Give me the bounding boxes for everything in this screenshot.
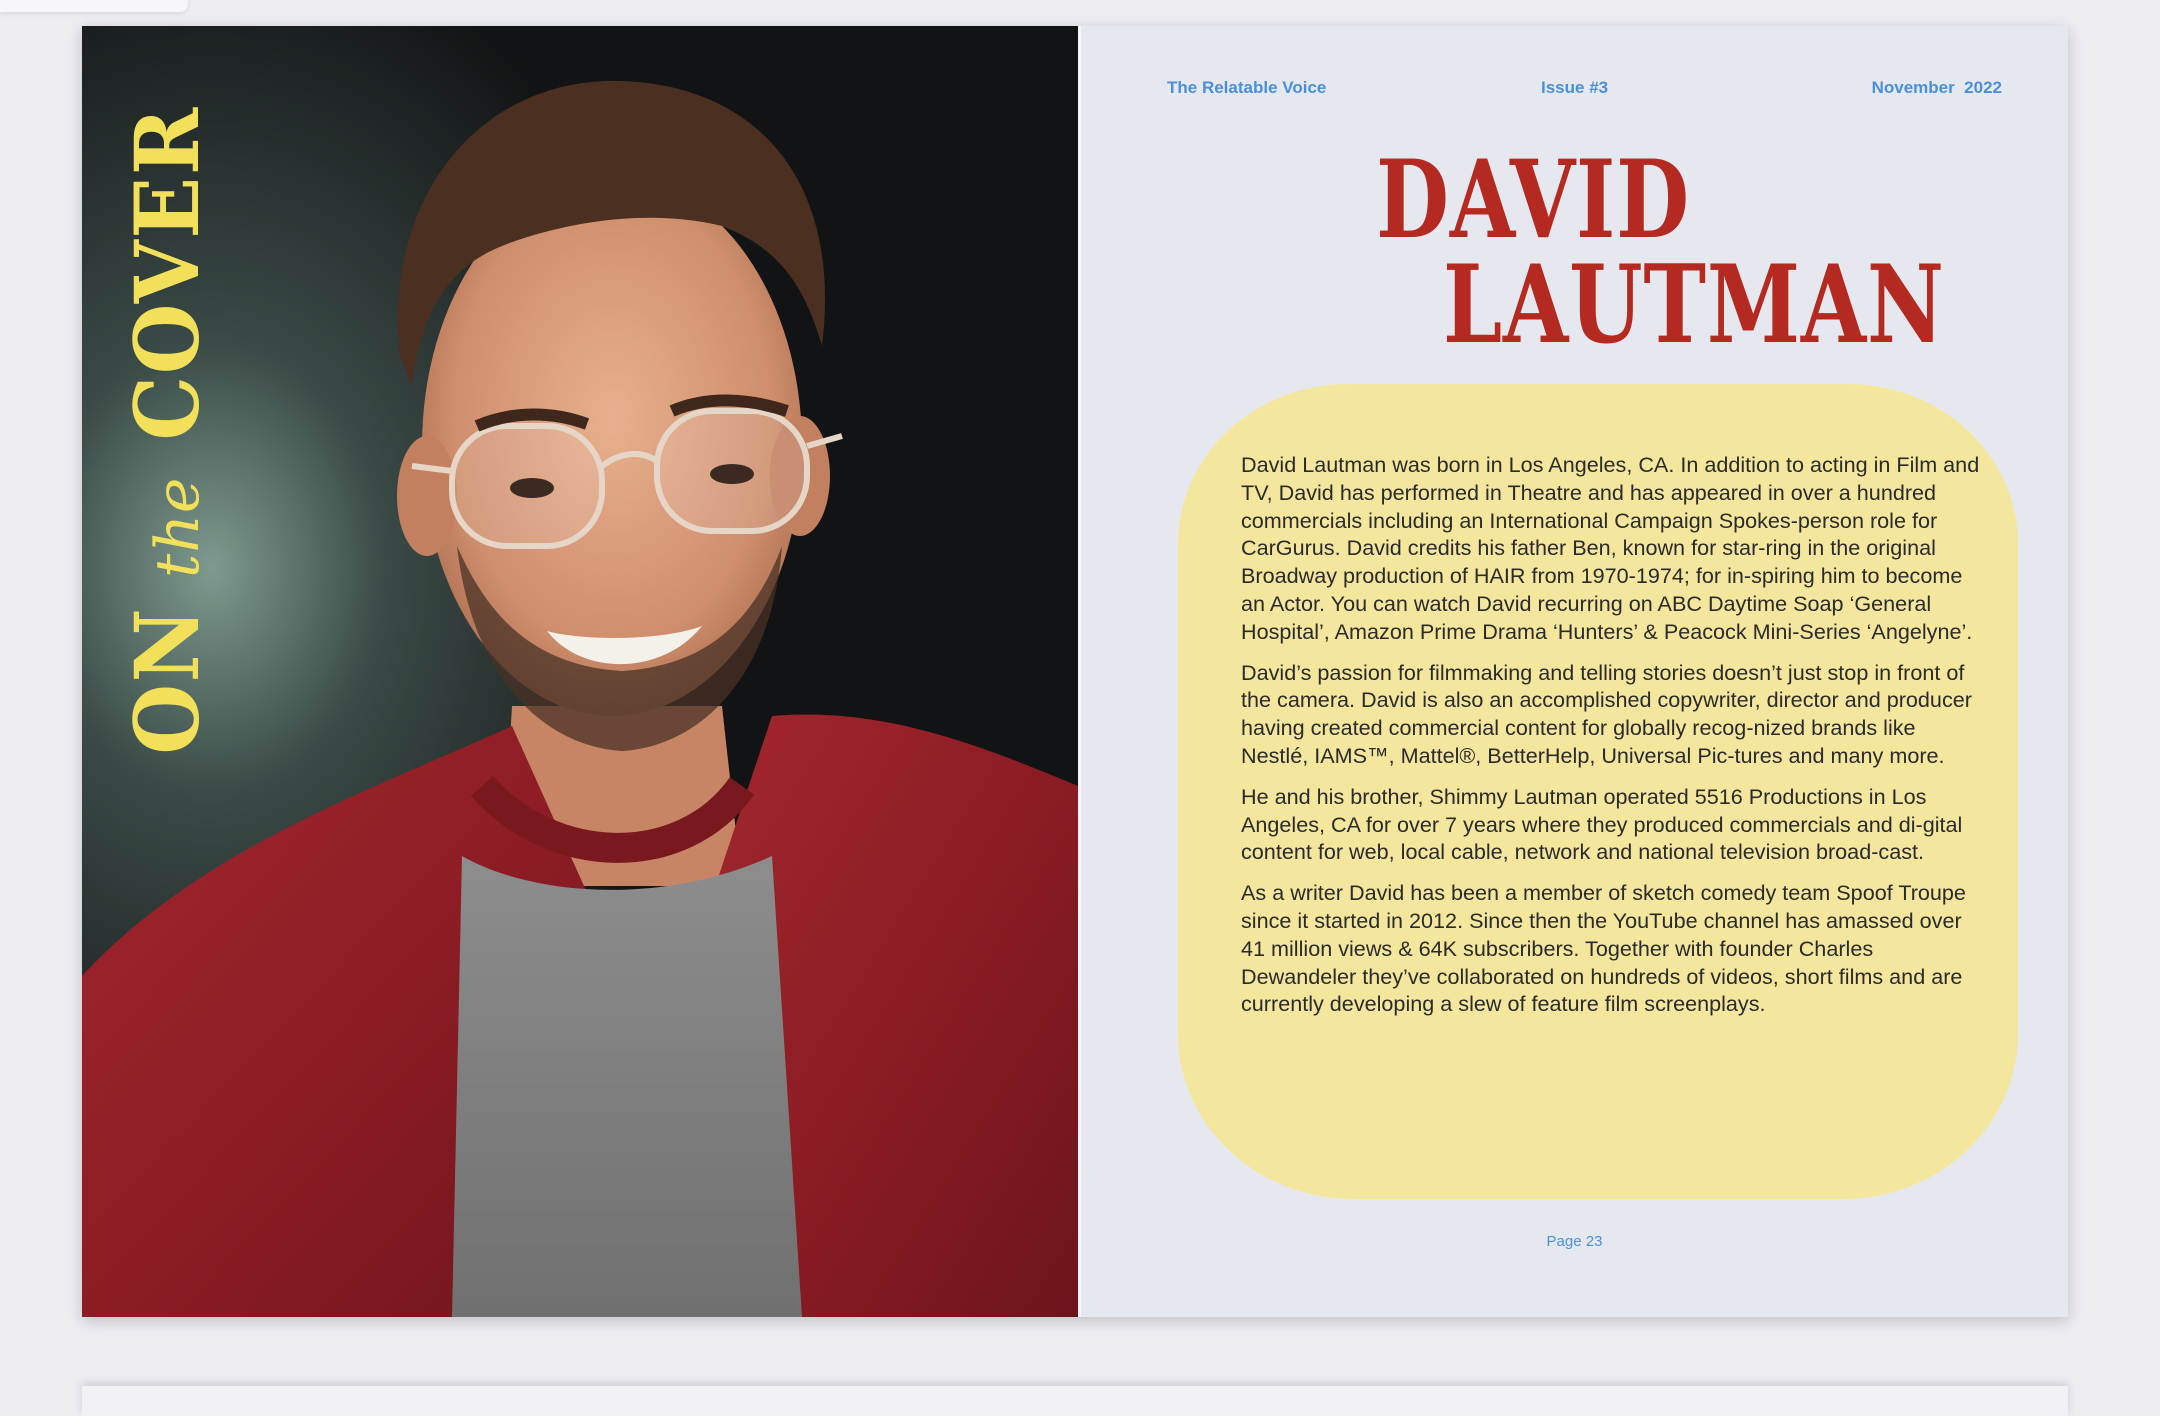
cover-label-the: the (143, 476, 213, 578)
page-number: Page 23 (1546, 1233, 1603, 1250)
masthead-issue: Issue #3 (1541, 78, 1609, 97)
on-the-cover-label (107, 105, 227, 755)
magazine-spread (82, 26, 2068, 1317)
cover-label-cover: COVER (115, 105, 219, 441)
toolbar-tab (0, 0, 188, 12)
bio-paragraph: David Lautman was born in Los Angeles, CA. In addition to acting in Film and TV, David has performed in Theatre and has appeared in over a hundred commercials including an International Campaign Spokes-person role for CarGurus. David credits his father Ben, known for star-ring in the original Broadway production of HAIR from 1970-1974; for in-spiring him to become an Actor. You can watch David recurring on ABC Daytime Soap ‘General Hospital’, Amazon Prime Drama ‘Hunters’ & Peacock Mini-Series ‘Angelyne’. (1241, 452, 1980, 644)
bio-text (1241, 451, 1986, 1031)
portrait-photo (82, 26, 1078, 1317)
masthead-date: November 2022 (1871, 78, 2002, 97)
bio-paragraph: David’s passion for filmmaking and telling stories doesn’t just stop in front of the camera. David is also an accomplished copywriter, director and producer having created commercial content for globally recog-nized brands like Nestlé, IAMS™, Mattel®, BetterHelp, Universal Pic-tures and many more. (1241, 659, 1972, 768)
bio-paragraph: He and his brother, Shimmy Lautman operated 5516 Productions in Los Angeles, CA for over 7 years where they produced commercials and di-gital content for web, local cable, network and national television broad-cast. (1241, 783, 1963, 865)
cover-label-on: ON (115, 606, 219, 755)
next-page-edge (82, 1386, 2068, 1416)
article-page (1078, 26, 2068, 1317)
article-title-last: LAUTMAN (1443, 242, 1945, 368)
bio-paragraph: As a writer David has been a member of sketch comedy team Spoof Troupe since it started in 2012. Since then the YouTube channel has amassed over 41 million views & 64K subscribers. Together with founder Charles Dewandeler they’ve collaborated on hundreds of videos, short films and are currently developing a slew of feature film screenplays. (1241, 880, 1966, 1017)
article-title-first: DAVID (1376, 137, 1691, 263)
masthead-publication: The Relatable Voice (1167, 78, 1327, 97)
cover-photo-page (82, 26, 1078, 1317)
